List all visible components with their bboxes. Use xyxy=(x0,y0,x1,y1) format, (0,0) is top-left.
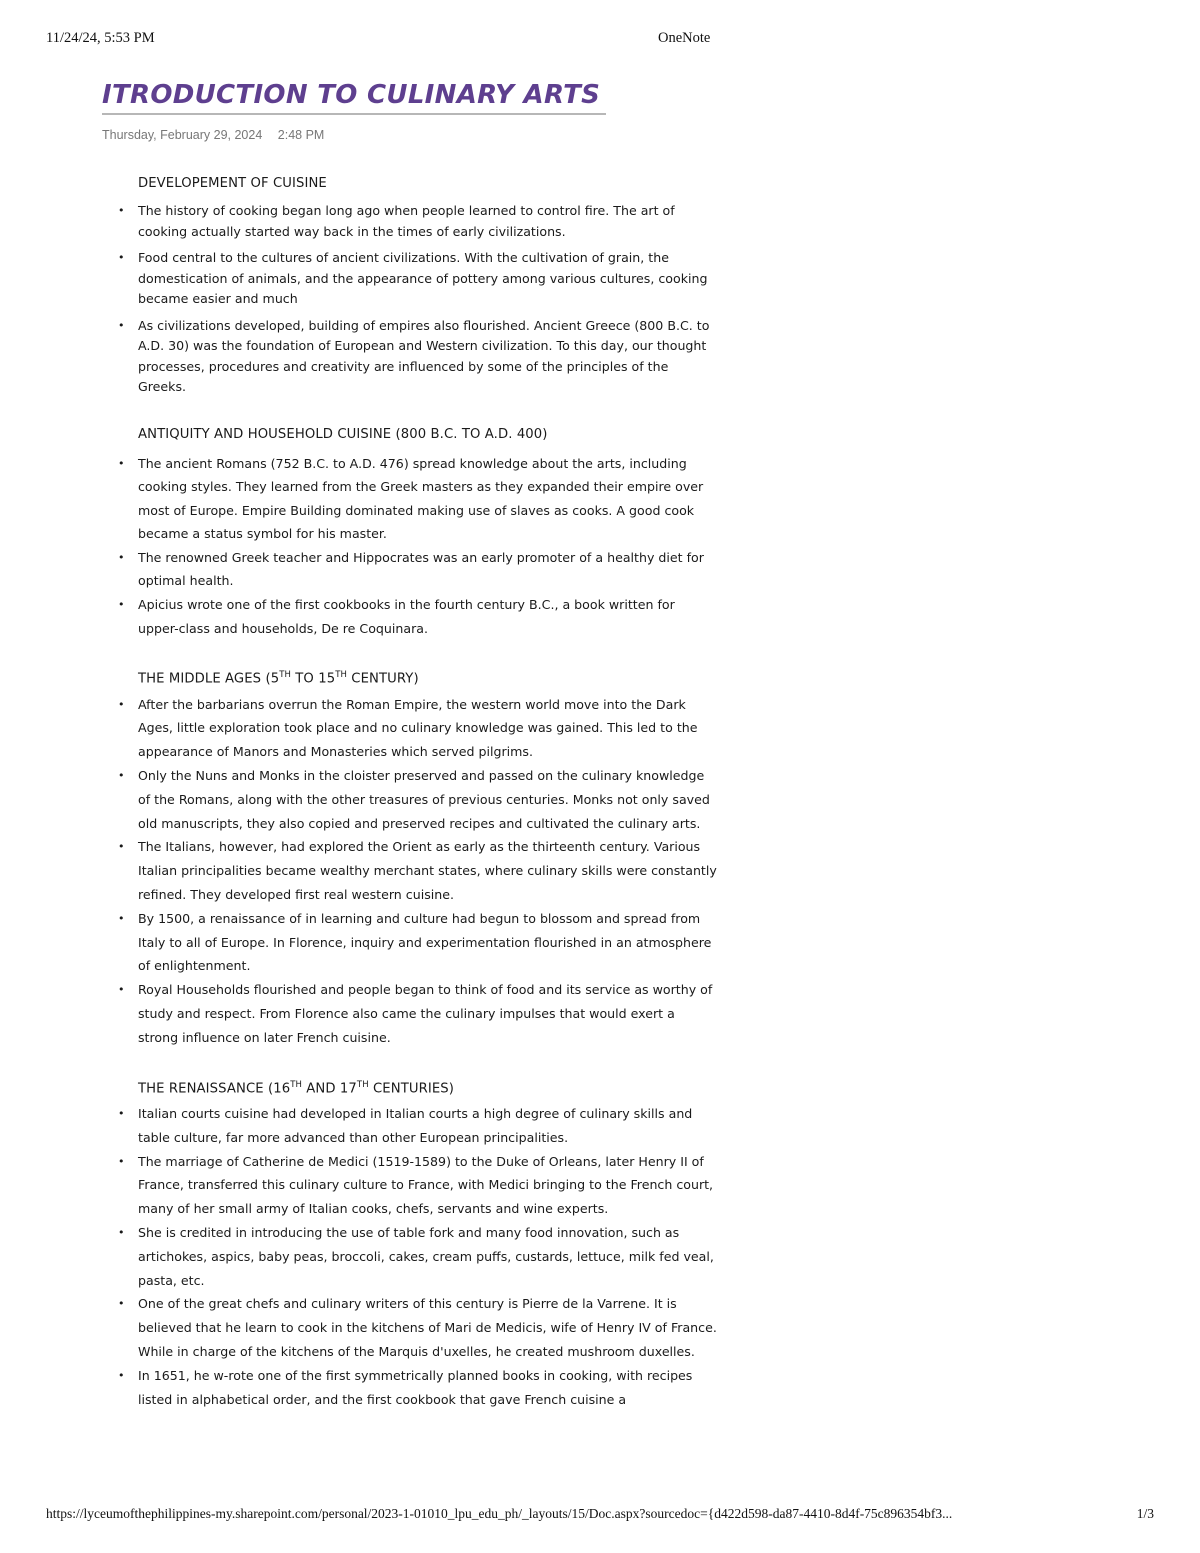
bullet-icon: • xyxy=(118,251,125,264)
bullet-icon: • xyxy=(118,1106,125,1120)
heading-part: AND 17 xyxy=(302,1080,357,1096)
bullet-icon: • xyxy=(118,456,125,470)
list-item-text: Only the Nuns and Monks in the cloister preserved and passed on the culinary knowledge of the Romans, along with the other treasures of previous centuries. Monks not only saved old manuscripts, they also copied and preserved recipes and cultivated the culinary arts. xyxy=(138,768,710,831)
bullet-icon: • xyxy=(118,1368,125,1382)
bullet-icon: • xyxy=(118,697,125,711)
heading-part: THE MIDDLE AGES (5 xyxy=(138,671,280,687)
section-heading: ANTIQUITY AND HOUSEHOLD CUISINE (800 B.C. TO A.D. 400) xyxy=(138,426,548,442)
section-renaissance xyxy=(112,1074,717,1412)
bullet-icon: • xyxy=(118,840,125,854)
heading-part: THE RENAISSANCE (16 xyxy=(138,1080,291,1096)
list-item xyxy=(112,593,717,640)
heading-part: CENTURY) xyxy=(346,671,419,687)
page-created-meta xyxy=(102,128,324,142)
list-item xyxy=(112,907,717,978)
bullet-icon: • xyxy=(118,1154,125,1168)
bullet-icon: • xyxy=(118,983,125,997)
print-footer xyxy=(46,1506,1154,1526)
bullet-icon: • xyxy=(118,1225,125,1239)
bullet-icon: • xyxy=(118,598,125,612)
list-item xyxy=(112,1102,717,1150)
section-heading xyxy=(138,664,717,690)
heading-superscript: TH xyxy=(290,1079,302,1090)
list-item xyxy=(112,693,717,764)
heading-part: TO 15 xyxy=(290,671,336,687)
page-content xyxy=(112,173,717,1411)
list-item xyxy=(112,835,717,906)
list-item-text: After the barbarians overrun the Roman Empire, the western world move into the Dark Ages, little exploration took place and no culinary knowledge was gained. This led to the appearance of Manors and Monasteries which served pilgrims. xyxy=(138,696,698,760)
bullet-list xyxy=(112,452,717,641)
list-item xyxy=(112,452,717,546)
list-item xyxy=(112,546,717,593)
list-item xyxy=(112,1292,717,1363)
list-item-text: One of the great chefs and culinary writers of this century is Pierre de la Varrene. It is believed that he learn to cook in the kitchens of Mari de Medicis, wife of Henry IV of France. While in charge of the kitchens of the Marquis d'uxelles, he created mushroom duxelles. xyxy=(138,1296,717,1359)
page-indicator: 1/3 xyxy=(1136,1506,1154,1521)
section-middle-ages xyxy=(112,664,717,1049)
list-item-text: The marriage of Catherine de Medici (1519-1589) to the Duke of Orleans, later Henry II of France, transferred this culinary culture to France, with Medici bringing to the French court, many of her small army of Italian cooks, chefs, servants and wine experts. xyxy=(138,1153,714,1217)
list-item xyxy=(112,248,717,310)
page-title: ITRODUCTION TO CULINARY ARTS xyxy=(102,80,606,115)
created-date: Thursday, February 29, 2024 xyxy=(102,128,263,142)
bullet-icon: • xyxy=(118,911,125,925)
bullet-list xyxy=(112,201,717,398)
list-item-text: Food central to the cultures of ancient civilizations. With the cultivation of grain, the domestication of animals, and the appearance of pottery among various cultures, cooking became easier and much xyxy=(138,250,708,306)
print-app-name: OneNote xyxy=(658,30,711,46)
bullet-icon: • xyxy=(118,769,125,783)
list-item-text: By 1500, a renaissance of in learning and culture had begun to blossom and spread from Italy to all of Europe. In Florence, inquiry and experimentation flourished in an atmosphere of enlightenment. xyxy=(138,910,712,974)
created-time: 2:48 PM xyxy=(277,128,325,142)
print-datetime: 11/24/24, 5:53 PM xyxy=(46,30,155,46)
bullet-list xyxy=(112,693,717,1050)
list-item xyxy=(112,764,717,835)
heading-part: CENTURIES) xyxy=(368,1080,455,1096)
list-item-text: She is credited in introducing the use of table fork and many food innovation, such as artichokes, aspics, baby peas, broccoli, cakes, cream puffs, custards, lettuce, milk fed veal, pasta, etc. xyxy=(138,1224,714,1288)
list-item-text: Apicius wrote one of the first cookbooks in the fourth century B.C., a book written for upper-class and households, De re Coquinara. xyxy=(138,597,675,636)
heading-superscript: TH xyxy=(356,1079,369,1090)
bullet-icon: • xyxy=(118,1297,125,1311)
print-url: https://lyceumofthephilippines-my.sharepoint.com/personal/2023-1-01010_lpu_edu_ph/_layouts/15/Doc.aspx?sourcedoc={d422d598-da87-4410-8d4f-75c896354bf3... xyxy=(46,1506,953,1521)
list-item xyxy=(112,1221,717,1292)
bullet-icon: • xyxy=(118,204,125,217)
list-item xyxy=(112,1364,717,1412)
heading-superscript: TH xyxy=(335,670,347,681)
list-item-text: The history of cooking began long ago when people learned to control fire. The art of cooking actually started way back in the times of early civilizations. xyxy=(138,203,675,239)
heading-superscript: TH xyxy=(279,670,291,681)
section-development-of-cuisine xyxy=(112,173,717,398)
list-item xyxy=(112,1150,717,1221)
bullet-icon: • xyxy=(118,550,125,564)
list-item-text: In 1651, he w-rote one of the first symmetrically planned books in cooking, with recipes listed in alphabetical order, and the first cookbook that gave French cuisine a xyxy=(138,1367,693,1407)
list-item-text: The ancient Romans (752 B.C. to A.D. 476) spread knowledge about the arts, including cooking styles. They learned from the Greek masters as they expanded their empire over most of Europe. Empire Building dominated making use of slaves as cooks. A good cook became a status symbol for his master. xyxy=(138,455,704,542)
list-item-text: Italian courts cuisine had developed in Italian courts a high degree of culinary skills and table culture, far more advanced than other European principalities. xyxy=(138,1105,693,1145)
list-item-text: The renowned Greek teacher and Hippocrates was an early promoter of a healthy diet for optimal health. xyxy=(138,549,704,589)
bullet-list xyxy=(112,1102,717,1411)
list-item xyxy=(112,978,717,1049)
section-heading: DEVELOPEMENT OF CUISINE xyxy=(138,176,327,191)
list-item xyxy=(112,316,717,398)
list-item-text: As civilizations developed, building of empires also flourished. Ancient Greece (800 B.C. to A.D. 30) was the foundation of European and Western civilization. To this day, our thought processes, procedures and creativity are influenced by some of the principles of the Greeks. xyxy=(138,317,710,394)
print-header xyxy=(46,30,1154,50)
section-heading xyxy=(138,1074,717,1100)
list-item-text: The Italians, however, had explored the Orient as early as the thirteenth century. Various Italian principalities became wealthy merchant states, where culinary skills were constantly refined. They developed first real western cuisine. xyxy=(138,839,717,903)
bullet-icon: • xyxy=(118,318,125,332)
section-antiquity-household-cuisine xyxy=(112,424,717,641)
list-item-text: Royal Households flourished and people began to think of food and its service as worthy of study and respect. From Florence also came the culinary impulses that would exert a strong influence on later French cuisine. xyxy=(138,982,713,1045)
list-item xyxy=(112,201,717,242)
